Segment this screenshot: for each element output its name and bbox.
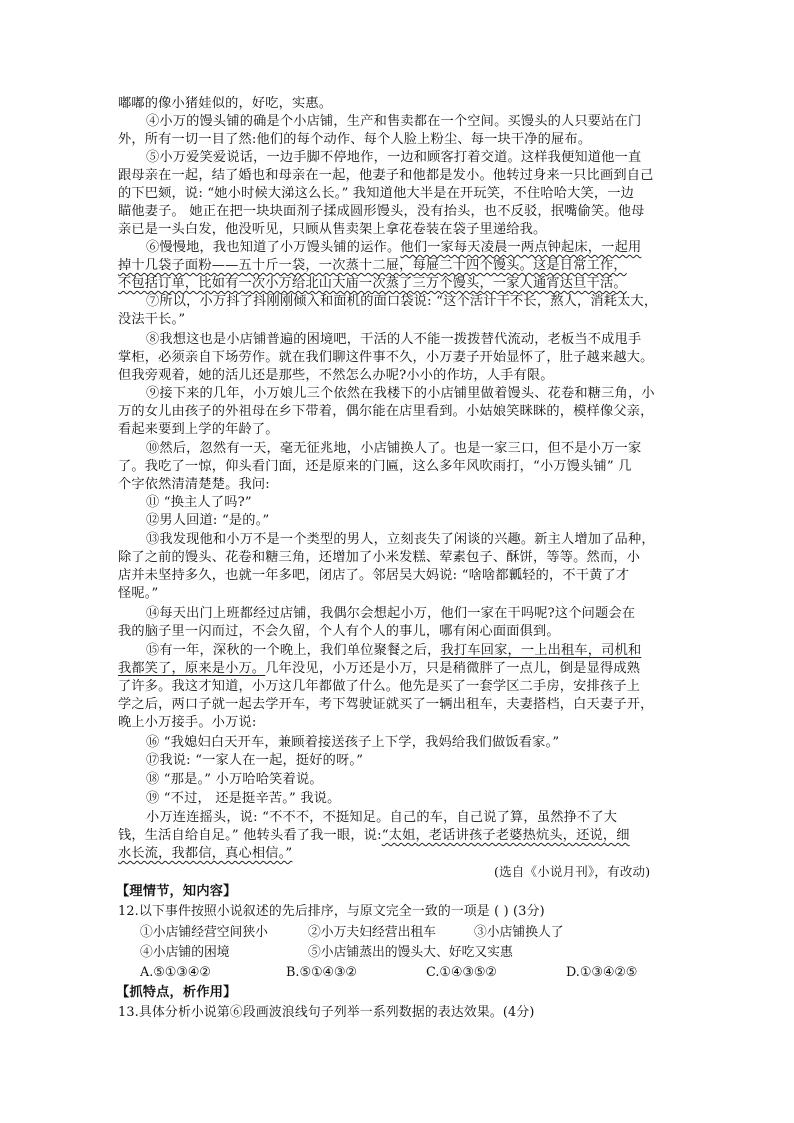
paragraph-19: ⑲ “不过， 还是挺辛苦。” 我说。 bbox=[146, 791, 341, 806]
paragraph-line: 晚上小万接手。小万说: bbox=[118, 715, 257, 730]
paragraph-14: ⑭每天出门上班都经过店铺，我偶尔会想起小万，他们一家在干吗呢?这个问题会在 bbox=[146, 606, 636, 621]
paragraph-line bbox=[118, 660, 640, 678]
paragraph-6 bbox=[146, 239, 641, 257]
paragraph-18: ⑱ “那是。” 小万哈哈笑着说。 bbox=[146, 772, 323, 787]
paragraph-7: ⑦所以，小万抖了抖刚刚倾入和面机的面口袋说: “这个活计干不长，熬人，消耗太大， bbox=[146, 294, 658, 309]
paragraph-12: ⑫男人回道: “是的。” bbox=[146, 513, 270, 528]
paragraph-4: ④小万的馒头铺的确是个小店铺，生产和售卖都在一个空间。买馒头的人只要站在门 bbox=[146, 114, 642, 129]
paragraph-15 bbox=[146, 642, 641, 660]
paragraph-5: ⑤小万爱笑爱说话，一边手脚不停地作，一边和顾客打着交道。这样我便知道他一直 bbox=[146, 150, 642, 165]
paragraph-16: ⑯ “我媳妇白天开车，兼顾着接送孩子上下学，我妈给我们做饭看家。” bbox=[146, 735, 560, 750]
q12-item-1: ①小店铺经营空间狭小 bbox=[140, 925, 268, 940]
paragraph-text: ⑥慢慢地，我也知道了小万馒头铺的运作。 bbox=[146, 240, 401, 255]
q12-item-2: ②小万夫妇经营出租车 bbox=[308, 925, 436, 940]
paragraph-line: 个字依然清清楚楚。我问: bbox=[118, 477, 270, 492]
paragraph-line: 嘟嘟的像小猪娃似的，好吃，实惠。 bbox=[118, 96, 333, 111]
question-12-stem: 12.以下事件按照小说叙述的先后排序，与原文完全一致的一项是 ( ) (3分) bbox=[118, 904, 545, 919]
underlined-text: 我打车回家，一上出租车，司机和 bbox=[440, 643, 642, 658]
section-heading: 【理情节，知内容】 bbox=[116, 884, 237, 899]
paragraph-line: 掌柜，必须亲自下场劳作。就在我们聊这件事不久，小万妻子开始显怀了，肚子越来越大。 bbox=[118, 350, 654, 365]
wavy-underlined-line: 水长流，我都信，真心相信。” bbox=[118, 846, 293, 861]
paragraph-line: 看起来要到上学的年龄了。 bbox=[118, 422, 279, 437]
paragraph-line: 亲已是一头白发，他没听见，只顾从售卖架上拿花卷装在袋子里递给我。 bbox=[118, 222, 547, 237]
paragraph-line: 外，所有一切一目了然:他们的每个动作、每个人脸上粉尘、每一块干净的屉布。 bbox=[118, 132, 592, 147]
question-13-stem: 13.具体分析小说第⑥段画波浪线句子列举一系列数据的表达效果。(4分) bbox=[118, 1005, 535, 1020]
section-heading: 【抓特点，析作用】 bbox=[116, 985, 237, 1000]
paragraph-13: ⑬我发现他和小万不是一个类型的男人，立刻丧失了闲谈的兴趣。新主人增加了品种， bbox=[146, 532, 655, 547]
paragraph-line: 店并未坚持多久，也就一年多吧，闭店了。邻居吴大妈说: “啥啥都瓤轻的，不干黄了才 bbox=[118, 568, 630, 583]
wavy-underlined-line: 掉十几袋子面粉——五十斤一袋，一次蒸十二屉，每屉二十四个馒头。这是日常工作， bbox=[118, 258, 627, 273]
q12-option-b[interactable]: B.⑤①④③② bbox=[286, 965, 357, 980]
paragraph-line: 我的脑子里一闪而过，不会久留，个人有个人的事儿，哪有闲心面面俱到。 bbox=[118, 624, 560, 639]
paragraph-text: 几年没见，小万还是小万，只是稍微胖了一点儿，倒是显得成熟 bbox=[265, 661, 641, 676]
q12-item-4: ④小店铺的困境 bbox=[140, 945, 230, 960]
paragraph-line: 学之后，两口子就一起去学开车，考下驾驶证就买了一辆出租车，夫妻搭档，白天妻子开， bbox=[118, 697, 654, 712]
paragraph-line: 了许多。我这才知道，小万这几年都做了什么。他先是买了一套学区二手房，安排孩子上 bbox=[118, 679, 641, 694]
paragraph-line: 万的女儿由孩子的外祖母在乡下带着，偶尔能在店里看到。小姑娘笑眯眯的，模样像父亲， bbox=[118, 404, 654, 419]
q12-option-d[interactable]: D.①③④②⑤ bbox=[566, 965, 638, 980]
paragraph-9: ⑨接下来的几年，小万娘儿三个依然在我楼下的小店铺里做着馒头、花卷和糖三角，小 bbox=[146, 386, 655, 401]
q12-item-3: ③小店铺换人了 bbox=[474, 925, 564, 940]
paragraph-line: 没法干长。” bbox=[118, 312, 186, 327]
paragraph-line: 但我旁观着，她的活儿还是那些，不然怎么办呢?小小的作坊，人手有限。 bbox=[118, 368, 554, 383]
paragraph-line: 瞄他妻子。 她正在把一块块面剂子揉成圆形馒头，没有抬头，也不反驳，抿嘴偷笑。他母 bbox=[118, 204, 645, 219]
paragraph-line: 跟母亲在一起，结了婚也和母亲在一起，他妻子和他都是发小。他转过身来一只比画到自己 bbox=[118, 168, 654, 183]
wavy-underlined-text: “太姐，老话讲孩子老婆热炕头，还说，细 bbox=[381, 828, 630, 843]
paragraph-text: 钱，生活自给自足。” 他转头看了我一眼，说: bbox=[118, 828, 382, 843]
underlined-text: 我都笑了，原来是小万。 bbox=[118, 661, 266, 676]
q12-item-5: ⑤小店铺蒸出的馒头大、好吃又实惠 bbox=[308, 945, 513, 960]
paragraph-10: ⑩然后，忽然有一天，毫无征兆地，小店铺换人了。也是一家三口，但不是小万一家 bbox=[146, 441, 642, 456]
paragraph-line: 的下巴颏，说: “她小时候大涕这么长。” 我知道他大半是在开玩笑，不住哈哈大笑，一边 bbox=[118, 186, 635, 201]
paragraph-20: 小万连连摇头，说: “不不不，不挺知足。自己的车，自己说了算，虽然挣不了大 bbox=[146, 810, 618, 825]
wavy-underlined-text: 他们一家每天凌晨一两点钟起床，一起用 bbox=[400, 240, 642, 255]
paragraph-line: 了。我吃了一惊，仰头看门面，还是原来的门匾，这么多年风吹雨打，“小万馒头铺” 几 bbox=[118, 459, 632, 474]
wavy-underlined-line: 不包括订单，比如有一次小万给北山大庙一次蒸了三万个馒头，一家人通宵达旦干活。 bbox=[118, 276, 627, 291]
paragraph-11: ⑪ “换主人了吗?” bbox=[146, 495, 252, 510]
source-citation: (选自《小说月刊》，有改动) bbox=[494, 864, 651, 879]
q12-option-c[interactable]: C.①④③⑤② bbox=[426, 965, 497, 980]
paragraph-text: ⑮有一年，深秋的一个晚上，我们单位聚餐之后， bbox=[146, 643, 441, 658]
paragraph-line bbox=[118, 827, 630, 845]
paragraph-8: ⑧我想这也是小店铺普遍的困境吧，干活的人不能一拨拨替代流动，老板当不成甩手 bbox=[146, 332, 642, 347]
paragraph-line: 怪呢。” bbox=[118, 586, 159, 601]
paragraph-17: ⑰我说: “一家人在一起，挺好的呀。” bbox=[146, 753, 364, 768]
q12-option-a[interactable]: A.⑤①③④② bbox=[140, 965, 211, 980]
paragraph-line: 除了之前的馒头、花卷和糖三角，还增加了小米发糕、荤素包子、酥饼，等等。然而，小 bbox=[118, 550, 641, 565]
